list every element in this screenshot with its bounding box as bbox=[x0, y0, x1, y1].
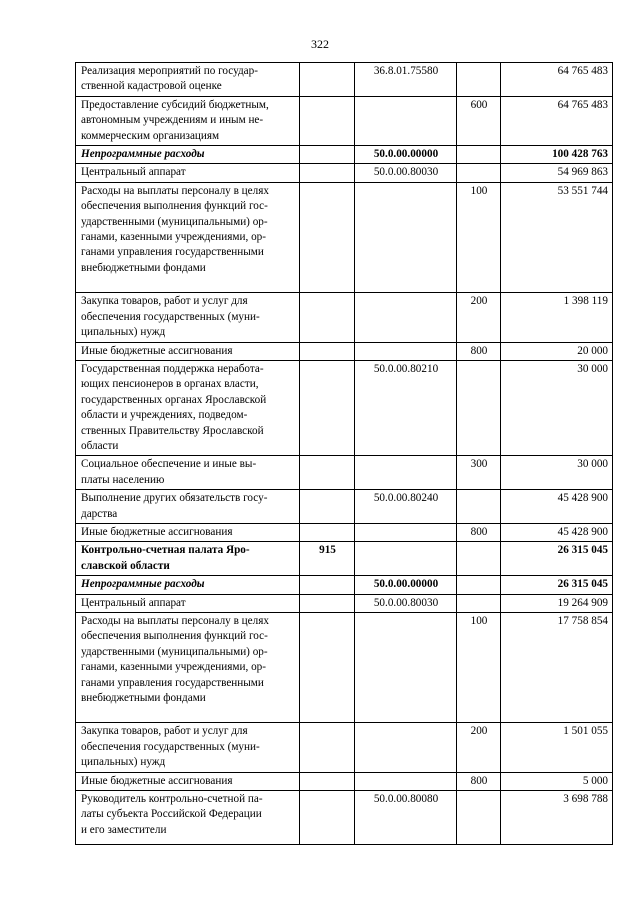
table-row bbox=[76, 293, 613, 342]
row-dept bbox=[300, 594, 355, 612]
row-kind: 800 bbox=[457, 342, 501, 360]
row-target: 50.0.00.00000 bbox=[355, 146, 457, 164]
row-kind: 100 bbox=[457, 613, 501, 723]
row-dept bbox=[300, 63, 355, 97]
table-row bbox=[76, 342, 613, 360]
row-dept bbox=[300, 182, 355, 292]
row-dept bbox=[300, 293, 355, 342]
row-amount: 53 551 744 bbox=[501, 182, 613, 292]
table-row bbox=[76, 490, 613, 524]
table-row bbox=[76, 791, 613, 845]
row-dept: 915 bbox=[300, 542, 355, 576]
row-amount: 30 000 bbox=[501, 456, 613, 490]
row-kind bbox=[457, 542, 501, 576]
row-amount: 1 501 055 bbox=[501, 723, 613, 772]
row-kind: 100 bbox=[457, 182, 501, 292]
table-row bbox=[76, 360, 613, 455]
page-number: 322 bbox=[311, 37, 329, 51]
budget-table bbox=[75, 62, 613, 845]
row-dept bbox=[300, 772, 355, 790]
row-name: Центральный аппарат bbox=[76, 164, 300, 182]
row-kind: 600 bbox=[457, 96, 501, 145]
table-row bbox=[76, 723, 613, 772]
table-row bbox=[76, 594, 613, 612]
row-amount: 5 000 bbox=[501, 772, 613, 790]
row-target bbox=[355, 523, 457, 541]
row-amount: 1 398 119 bbox=[501, 293, 613, 342]
row-name: Иные бюджетные ассигнования bbox=[76, 772, 300, 790]
row-dept bbox=[300, 342, 355, 360]
row-dept bbox=[300, 490, 355, 524]
row-name: Закупка товаров, работ и услуг для обеспечения государственных (муни- ципальных) нужд bbox=[76, 723, 300, 772]
row-target bbox=[355, 182, 457, 292]
row-dept bbox=[300, 146, 355, 164]
row-amount: 20 000 bbox=[501, 342, 613, 360]
row-target bbox=[355, 456, 457, 490]
row-target: 36.8.01.75580 bbox=[355, 63, 457, 97]
row-amount: 45 428 900 bbox=[501, 490, 613, 524]
row-name: Реализация мероприятий по государ- ственной кадастровой оценке bbox=[76, 63, 300, 97]
table-row bbox=[76, 613, 613, 723]
row-name: Руководитель контрольно-счетной па- латы субъекта Российской Федерации и его заместители bbox=[76, 791, 300, 845]
row-target: 50.0.00.00000 bbox=[355, 576, 457, 594]
table-row bbox=[76, 182, 613, 292]
row-kind: 300 bbox=[457, 456, 501, 490]
row-amount: 26 315 045 bbox=[501, 576, 613, 594]
row-dept bbox=[300, 456, 355, 490]
row-name: Предоставление субсидий бюджетным, автономным учреждениям и иным не- коммерческим организациям bbox=[76, 96, 300, 145]
row-name: Закупка товаров, работ и услуг для обеспечения государственных (муни- ципальных) нужд bbox=[76, 293, 300, 342]
row-name: Государственная поддержка неработа- ющих пенсионеров в органах власти, государственных органах Ярославской области и учреждениях, подведом- ственных Правительству Ярославской области bbox=[76, 360, 300, 455]
row-amount: 26 315 045 bbox=[501, 542, 613, 576]
row-kind bbox=[457, 576, 501, 594]
row-target bbox=[355, 613, 457, 723]
row-amount: 17 758 854 bbox=[501, 613, 613, 723]
row-kind: 200 bbox=[457, 723, 501, 772]
row-amount: 100 428 763 bbox=[501, 146, 613, 164]
row-amount: 45 428 900 bbox=[501, 523, 613, 541]
row-kind bbox=[457, 490, 501, 524]
row-dept bbox=[300, 723, 355, 772]
row-dept bbox=[300, 613, 355, 723]
row-name: Центральный аппарат bbox=[76, 594, 300, 612]
row-name: Непрограммные расходы bbox=[76, 146, 300, 164]
row-target bbox=[355, 96, 457, 145]
row-amount: 64 765 483 bbox=[501, 96, 613, 145]
row-dept bbox=[300, 360, 355, 455]
row-name: Контрольно-счетная палата Яро- славской области bbox=[76, 542, 300, 576]
table-row bbox=[76, 772, 613, 790]
row-target: 50.0.00.80210 bbox=[355, 360, 457, 455]
table-row bbox=[76, 542, 613, 576]
row-dept bbox=[300, 96, 355, 145]
row-name: Расходы на выплаты персоналу в целях обеспечения выполнения функций гос- ударственными (муниципальными) ор- ганами, казенными учреждениями, ор- ганами управления государственными внебюджетными фондами bbox=[76, 182, 300, 292]
row-kind bbox=[457, 360, 501, 455]
row-target: 50.0.00.80030 bbox=[355, 594, 457, 612]
table-row bbox=[76, 576, 613, 594]
row-name: Непрограммные расходы bbox=[76, 576, 300, 594]
row-target bbox=[355, 772, 457, 790]
row-amount: 19 264 909 bbox=[501, 594, 613, 612]
row-name: Социальное обеспечение и иные вы- платы населению bbox=[76, 456, 300, 490]
table-row bbox=[76, 146, 613, 164]
row-kind bbox=[457, 791, 501, 845]
table-row bbox=[76, 456, 613, 490]
row-dept bbox=[300, 164, 355, 182]
row-target: 50.0.00.80080 bbox=[355, 791, 457, 845]
row-target: 50.0.00.80030 bbox=[355, 164, 457, 182]
row-dept bbox=[300, 576, 355, 594]
table-row bbox=[76, 63, 613, 97]
row-name: Иные бюджетные ассигнования bbox=[76, 523, 300, 541]
row-kind bbox=[457, 146, 501, 164]
row-amount: 54 969 863 bbox=[501, 164, 613, 182]
table-row bbox=[76, 96, 613, 145]
row-kind: 800 bbox=[457, 772, 501, 790]
row-name: Расходы на выплаты персоналу в целях обеспечения выполнения функций гос- ударственными (муниципальными) ор- ганами, казенными учреждениями, ор- ганами управления государственными внебюджетными фондами bbox=[76, 613, 300, 723]
row-name: Иные бюджетные ассигнования bbox=[76, 342, 300, 360]
row-kind bbox=[457, 594, 501, 612]
row-target bbox=[355, 542, 457, 576]
row-target bbox=[355, 342, 457, 360]
row-amount: 30 000 bbox=[501, 360, 613, 455]
row-kind: 200 bbox=[457, 293, 501, 342]
row-kind bbox=[457, 63, 501, 97]
row-amount: 64 765 483 bbox=[501, 63, 613, 97]
row-name: Выполнение других обязательств госу- дарства bbox=[76, 490, 300, 524]
row-dept bbox=[300, 791, 355, 845]
row-kind bbox=[457, 164, 501, 182]
row-target bbox=[355, 723, 457, 772]
row-dept bbox=[300, 523, 355, 541]
row-amount: 3 698 788 bbox=[501, 791, 613, 845]
table-row bbox=[76, 523, 613, 541]
row-target bbox=[355, 293, 457, 342]
row-target: 50.0.00.80240 bbox=[355, 490, 457, 524]
table-row bbox=[76, 164, 613, 182]
row-kind: 800 bbox=[457, 523, 501, 541]
